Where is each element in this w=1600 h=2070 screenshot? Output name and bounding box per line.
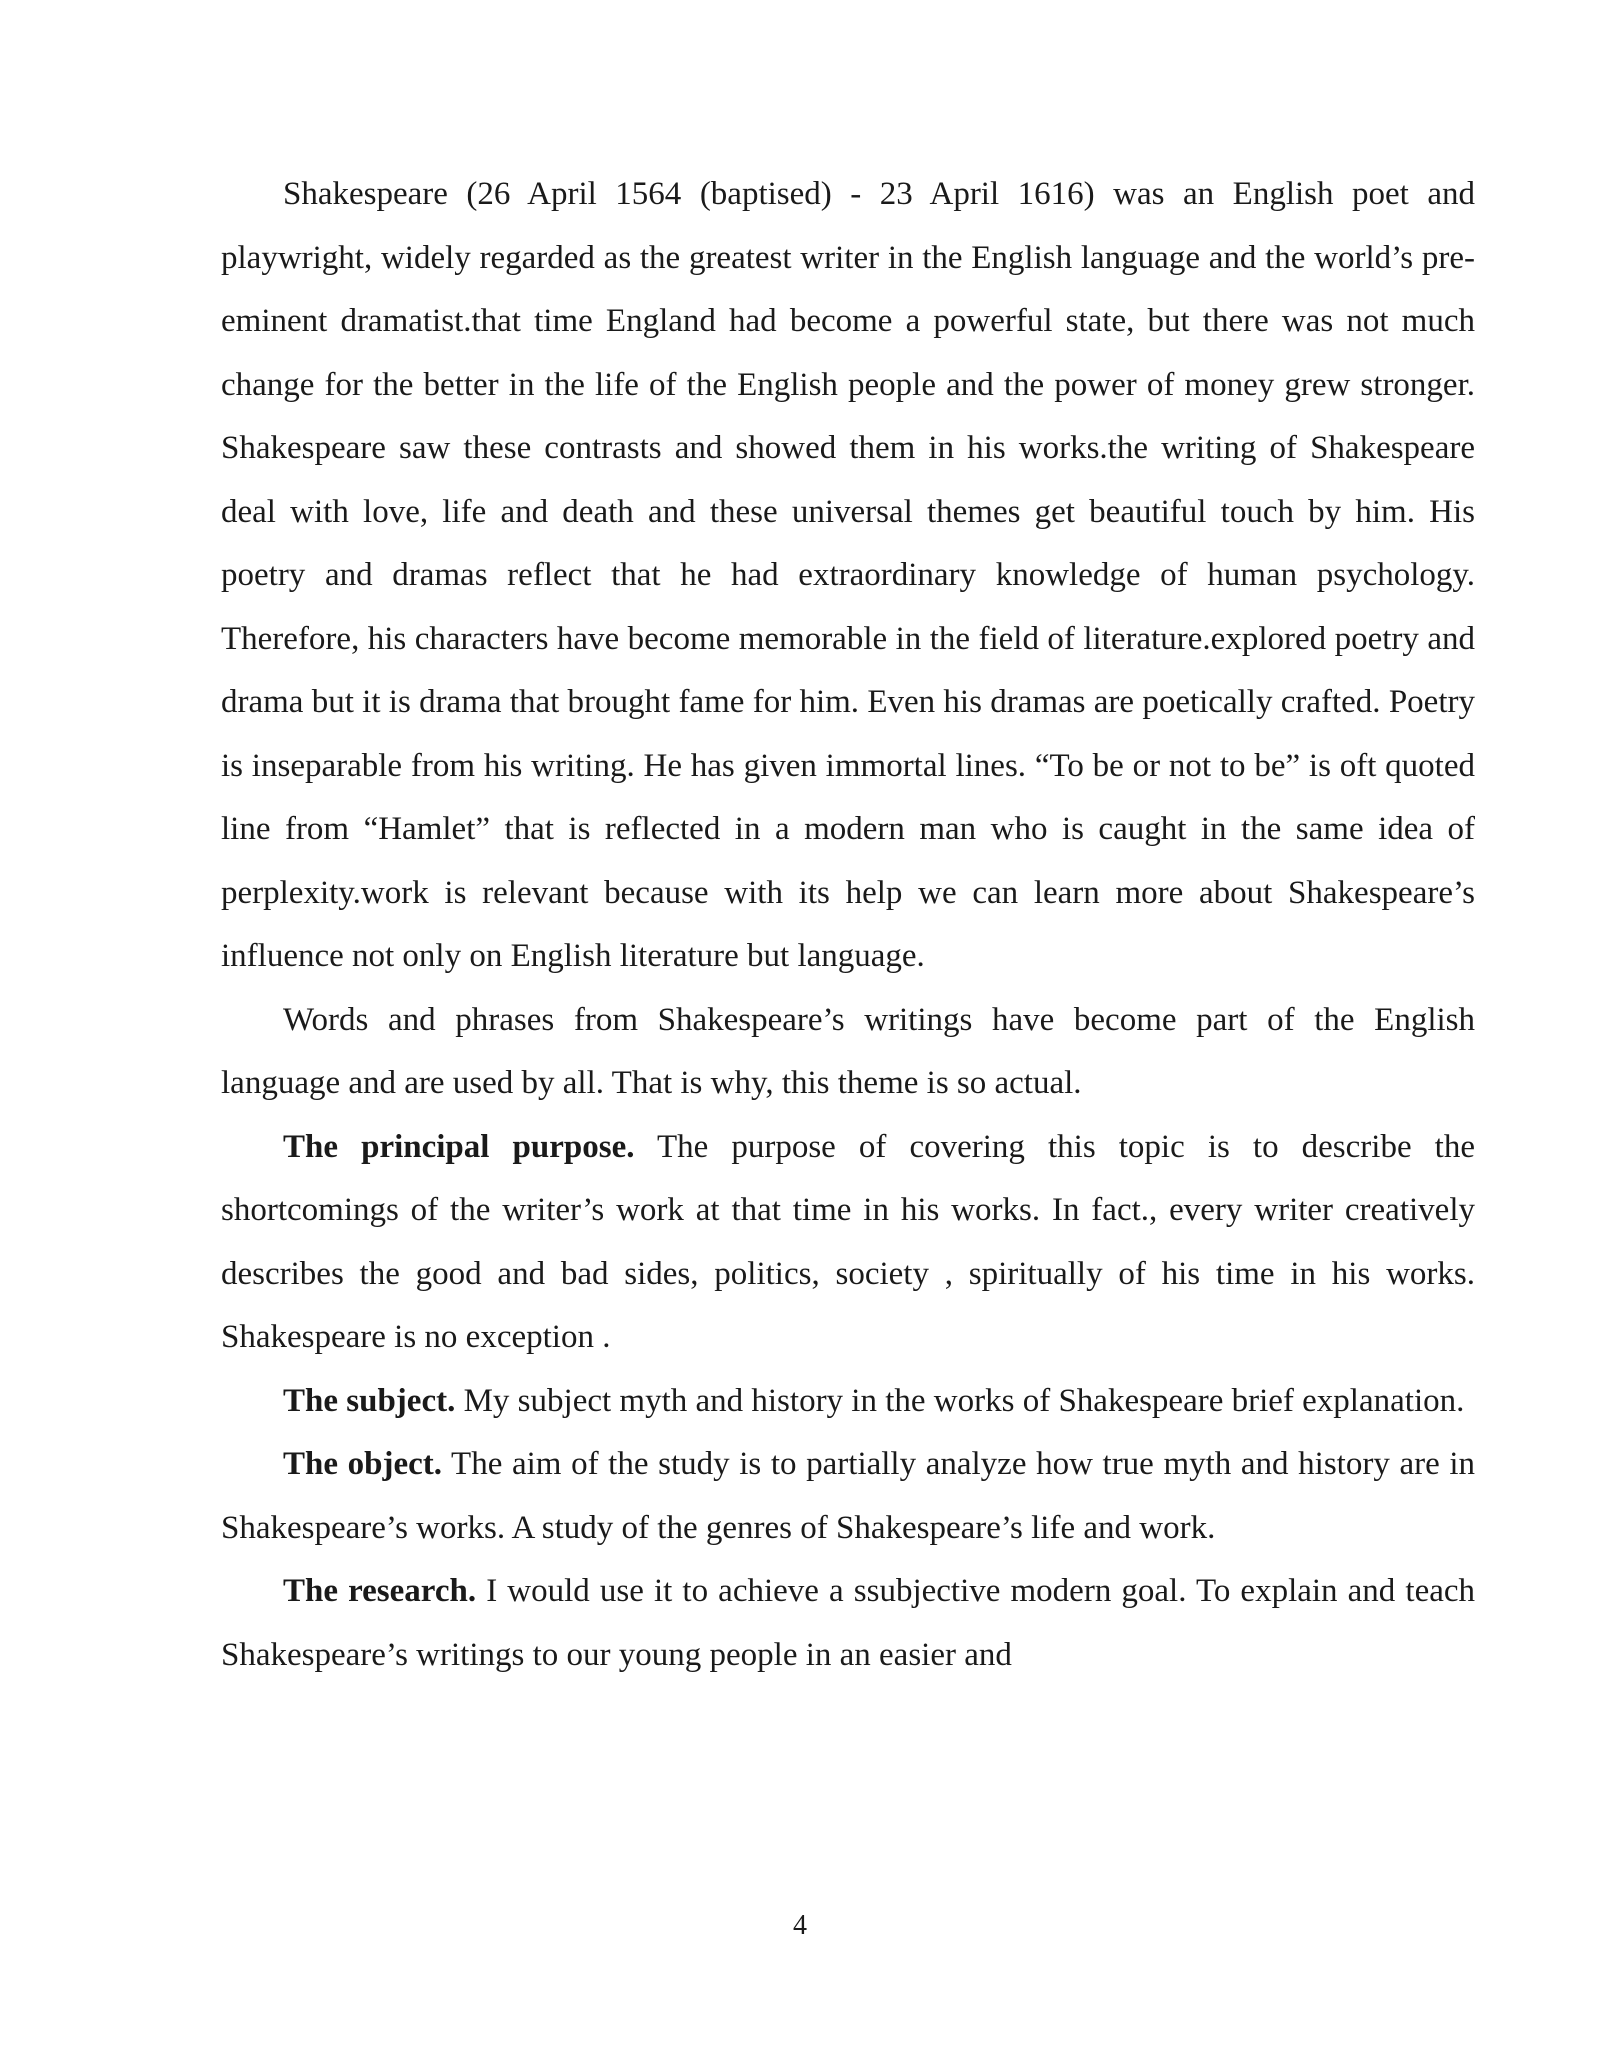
body-text	[221, 163, 1475, 1687]
paragraph-text: I would use it to achieve a ssubjective modern goal. To explain and teach Shakespeare’s writings to our young people in an easier and	[221, 1573, 1476, 1673]
paragraph-text: Shakespeare (26 April 1564 (baptised) - 23 April 1616) was an English poet and playwright, widely regarded as the greatest writer in the English language and the world’s pre-eminent dramatist.that time England had become a powerful state, but there was not much change for the better in the life of the English people and the power of money grew stronger. Shakespeare saw these contrasts and showed them in his works.the writing of Shakespeare deal with love, life and death and these universal themes get beautiful touch by him. His poetry and dramas reflect that he had extraordinary knowledge of human psychology. Therefore, his characters have become memorable in the field of literature.explored poetry and drama but it is drama that brought fame for him. Even his dramas are poetically crafted. Poetry is inseparable from his writing. He has given immortal lines. “To be or not to be” is oft quoted line from “Hamlet” that is reflected in a modern man who is caught in the same idea of perplexity.work is relevant because with its help we can learn more about Shakespeare’s influence not only on English literature but language.	[221, 176, 1475, 974]
paragraph-heading: The research.	[283, 1573, 477, 1609]
paragraph-words-phrases	[221, 989, 1475, 1116]
page-number: 4	[793, 1910, 807, 1941]
paragraph-text: The purpose of covering this topic is to describe the shortcomings of the writer’s work at that time in his works. In fact., every writer creatively describes the good and bad sides, politics, society , spiritually of his time in his works. Shakespeare is no exception .	[221, 1128, 1475, 1355]
paragraph-text: My subject myth and history in the works of Shakespeare brief explanation.	[463, 1382, 1465, 1419]
paragraph-heading: The subject.	[283, 1382, 456, 1419]
paragraph-heading: The object.	[283, 1446, 443, 1482]
paragraph-text: The aim of the study is to partially analyze how true myth and history are in Shakespeare’s works. A study of the genres of Shakespeare’s life and work.	[221, 1446, 1476, 1546]
paragraph-research	[221, 1560, 1475, 1687]
paragraph-heading: The principal purpose.	[283, 1128, 635, 1165]
paragraph-subject	[221, 1370, 1475, 1434]
paragraph-text: Words and phrases from Shakespeare’s writings have become part of the English language and are used by all. That is why, this theme is so actual.	[221, 1001, 1475, 1101]
paragraph-principal-purpose	[221, 1116, 1475, 1370]
paragraph-intro	[221, 163, 1475, 989]
paragraph-object	[221, 1433, 1475, 1560]
